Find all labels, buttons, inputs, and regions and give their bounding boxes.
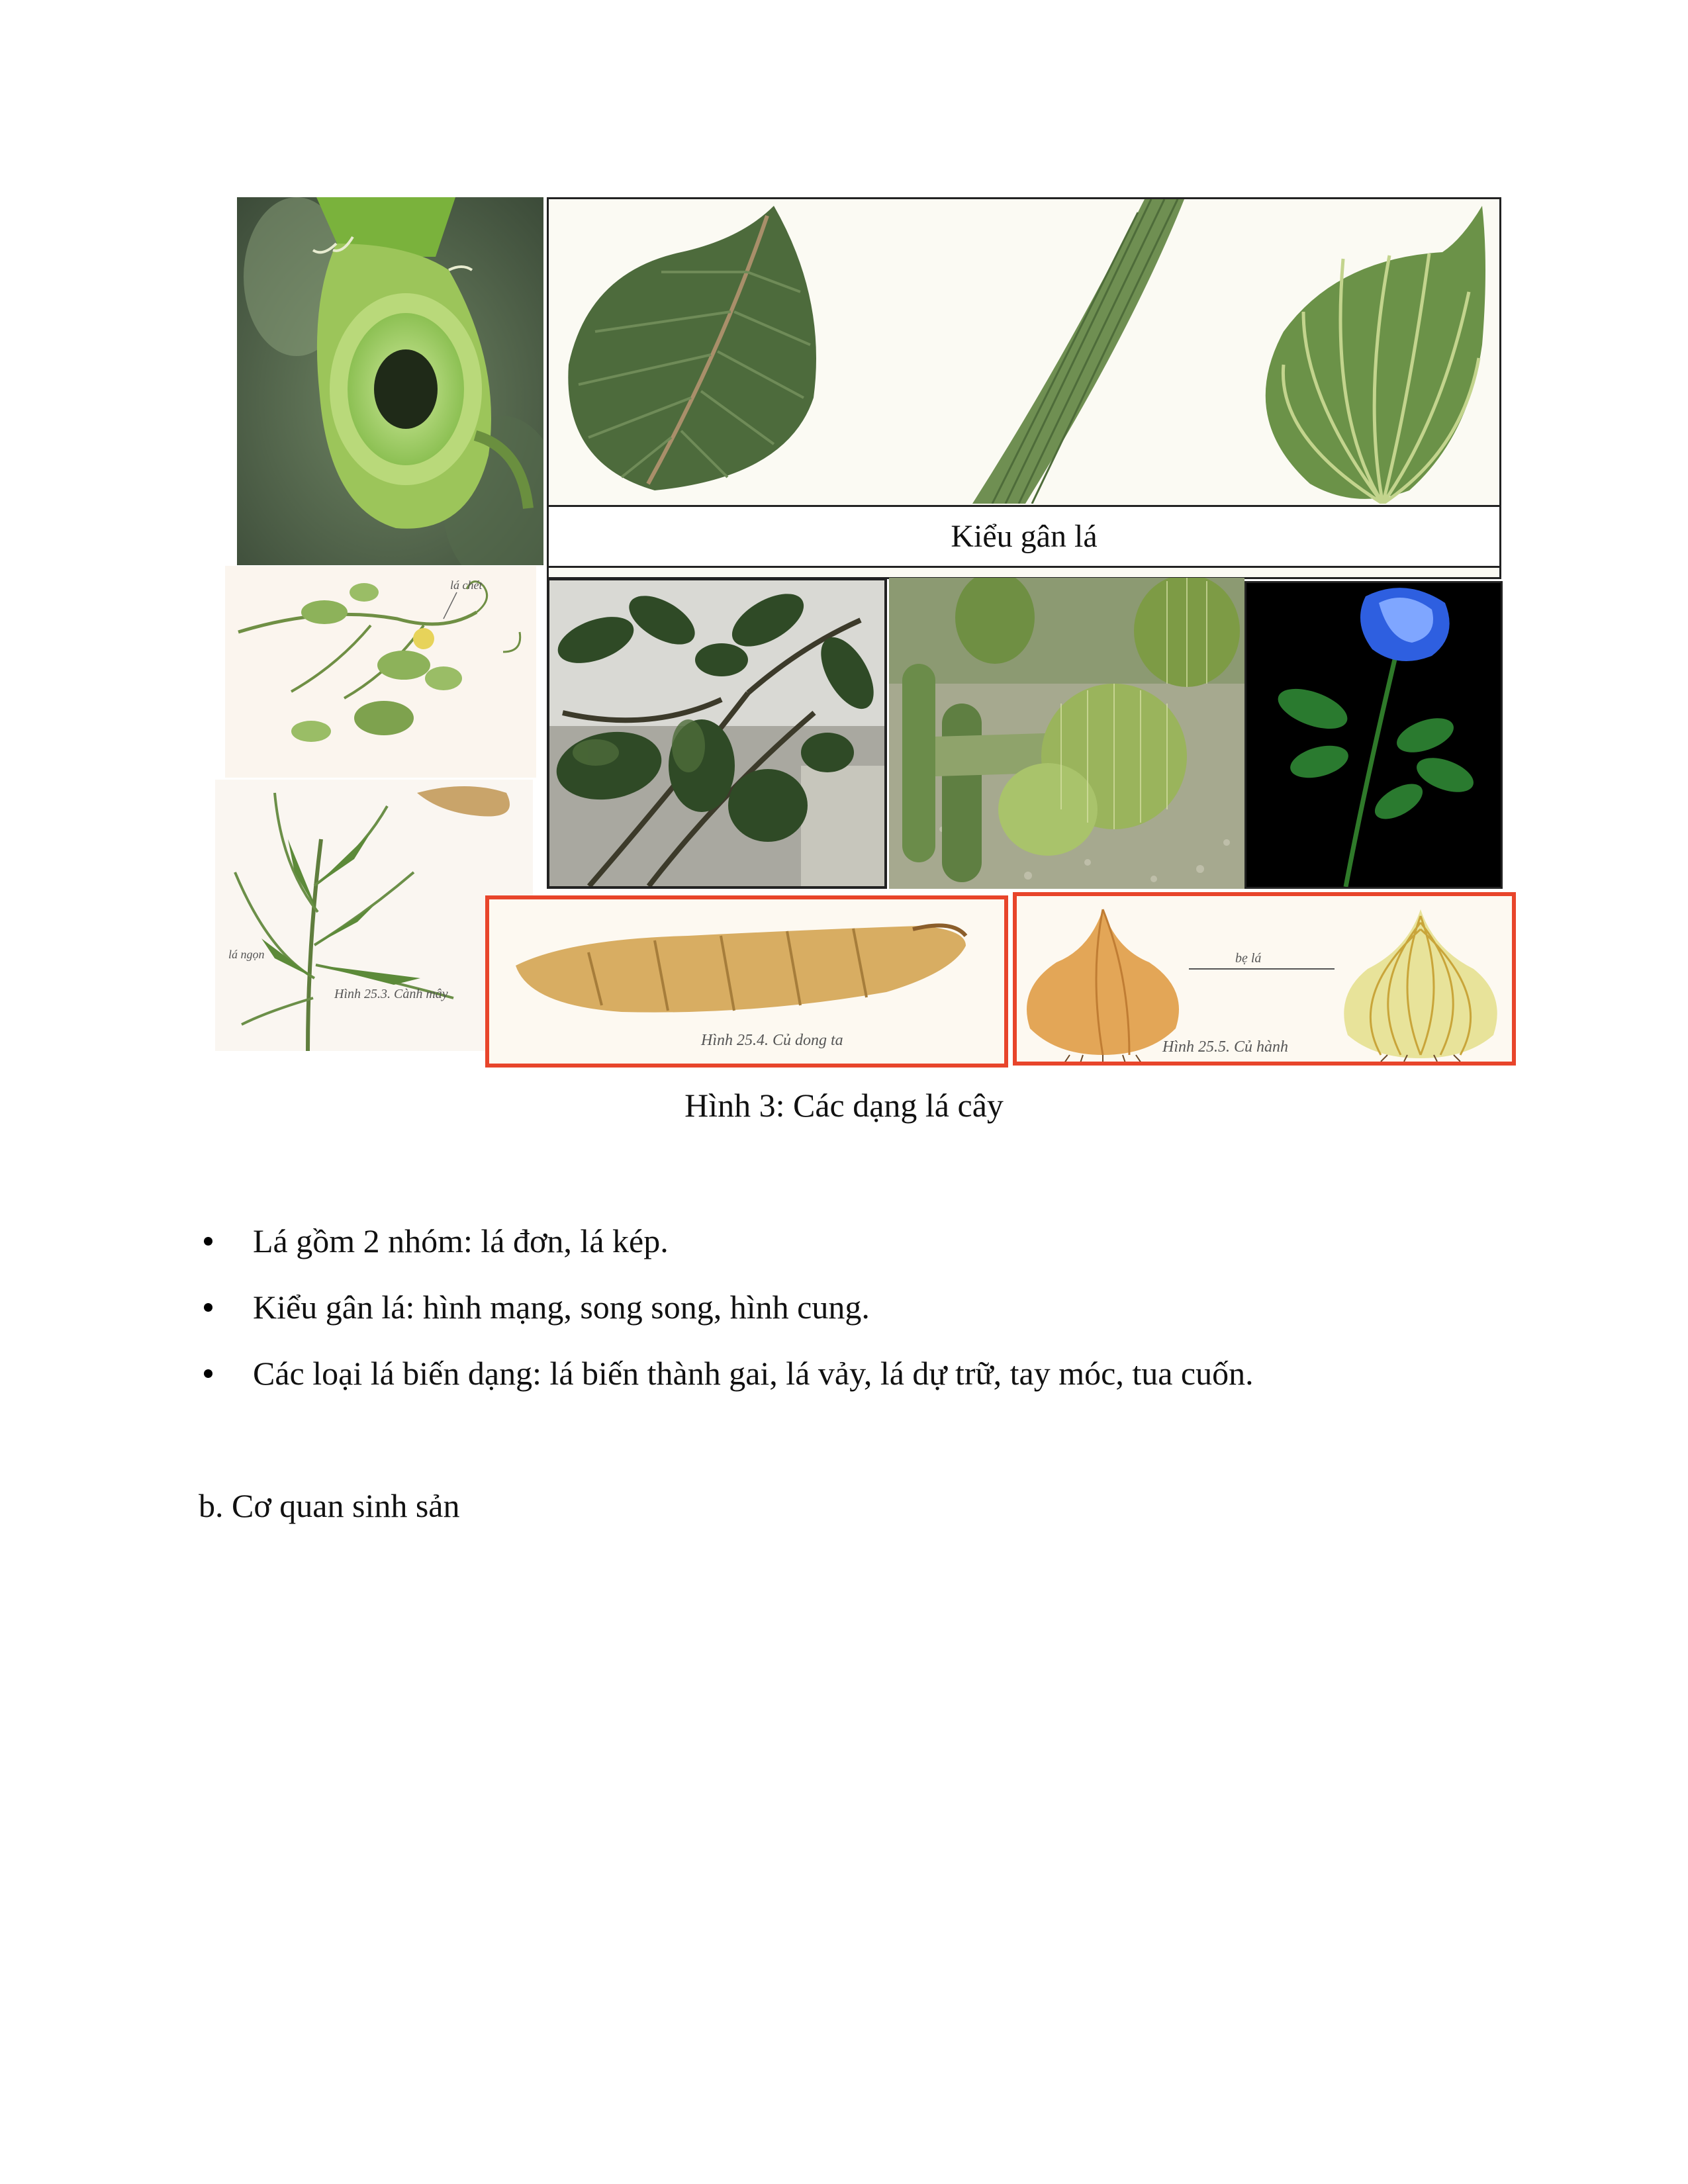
arrowroot-caption: Hình 25.4. Củ dong ta [701,1032,843,1049]
tendril-label-top: lá chét [450,578,483,592]
leaf-vein-title: Kiểu gân lá [951,519,1098,554]
leaf-vein-types-panel [547,197,1501,579]
bullet-text: Các loại lá biến dạng: lá biến thành gai, lá vảy, lá dự trữ, tay móc, tua cuốn. [253,1355,1254,1392]
bullet-icon [204,1369,212,1378]
bullet-icon [204,1237,212,1246]
shrub-leaves-photo [547,578,887,889]
figure-caption: Hình 3: Các dạng lá cây [684,1087,1004,1124]
bullet-text: Kiểu gân lá: hình mạng, song song, hình cung. [253,1289,870,1326]
section-heading: b. Cơ quan sinh sản [199,1487,460,1524]
bullet-list [199,1208,1254,1406]
onion-sheath-label: bẹ lá [1235,951,1262,966]
list-item [199,1274,1254,1340]
bullet-icon [204,1303,212,1312]
rattan-caption: Hình 25.3. Cành mây [334,987,448,1001]
tendril-label-bottom: lá ngọn [228,948,265,961]
list-item [199,1340,1254,1406]
cactus-spine-leaves-photo [889,578,1244,889]
bullet-text: Lá gồm 2 nhóm: lá đơn, lá kép. [253,1222,669,1259]
onion-caption: Hình 25.5. Củ hành [1162,1038,1289,1056]
arrowroot-rhizome-drawing [485,895,1008,1068]
list-item [199,1208,1254,1274]
pitcher-plant-photo [237,197,543,565]
tendril-leaf-drawing [225,566,536,778]
onion-bulb-drawing [1013,892,1516,1066]
rose-thorn-leaves-photo [1244,581,1503,889]
leaf-vein-title-box [549,505,1499,568]
